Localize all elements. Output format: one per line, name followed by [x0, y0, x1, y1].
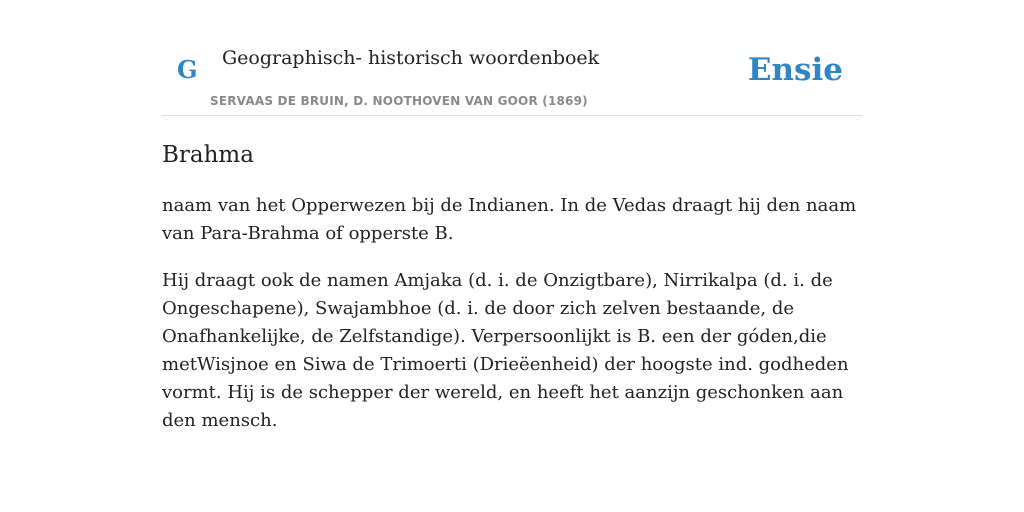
book-authors: SERVAAS DE BRUIN, D. NOOTHOVEN VAN GOOR (1869) — [210, 94, 588, 108]
page — [162, 0, 862, 431]
entry-title: Brahma — [162, 142, 254, 168]
entry-paragraph: Hij draagt ook de namen Amjaka (d. i. de Onzigtbare), Nirrikalpa (d. i. de Ongeschapene), Swajambhoe (d. i. de door zich zelven bestaande, de Onafhankelijke, de Zelfstandige). Verpersoonlijkt is B. een der góden,die metWisjnoe en Siwa de Trimoerti (Drieëenheid) der hoogste ind. godheden vormt. Hij is de schepper der wereld, en heeft het aanzijn geschonken aan den mensch. — [162, 270, 849, 431]
ensie-logo-link[interactable]: Ensie — [747, 52, 843, 88]
book-header — [162, 0, 862, 116]
entry-paragraph: naam van het Opperwezen bij de Indianen. In de Vedas draagt hij den naam van Para-Brahma of opperste B. — [162, 195, 857, 244]
entry-body — [162, 192, 862, 454]
book-letter-icon[interactable]: G — [177, 55, 198, 84]
book-title-link[interactable]: Geographisch- historisch woordenboek — [222, 47, 600, 69]
